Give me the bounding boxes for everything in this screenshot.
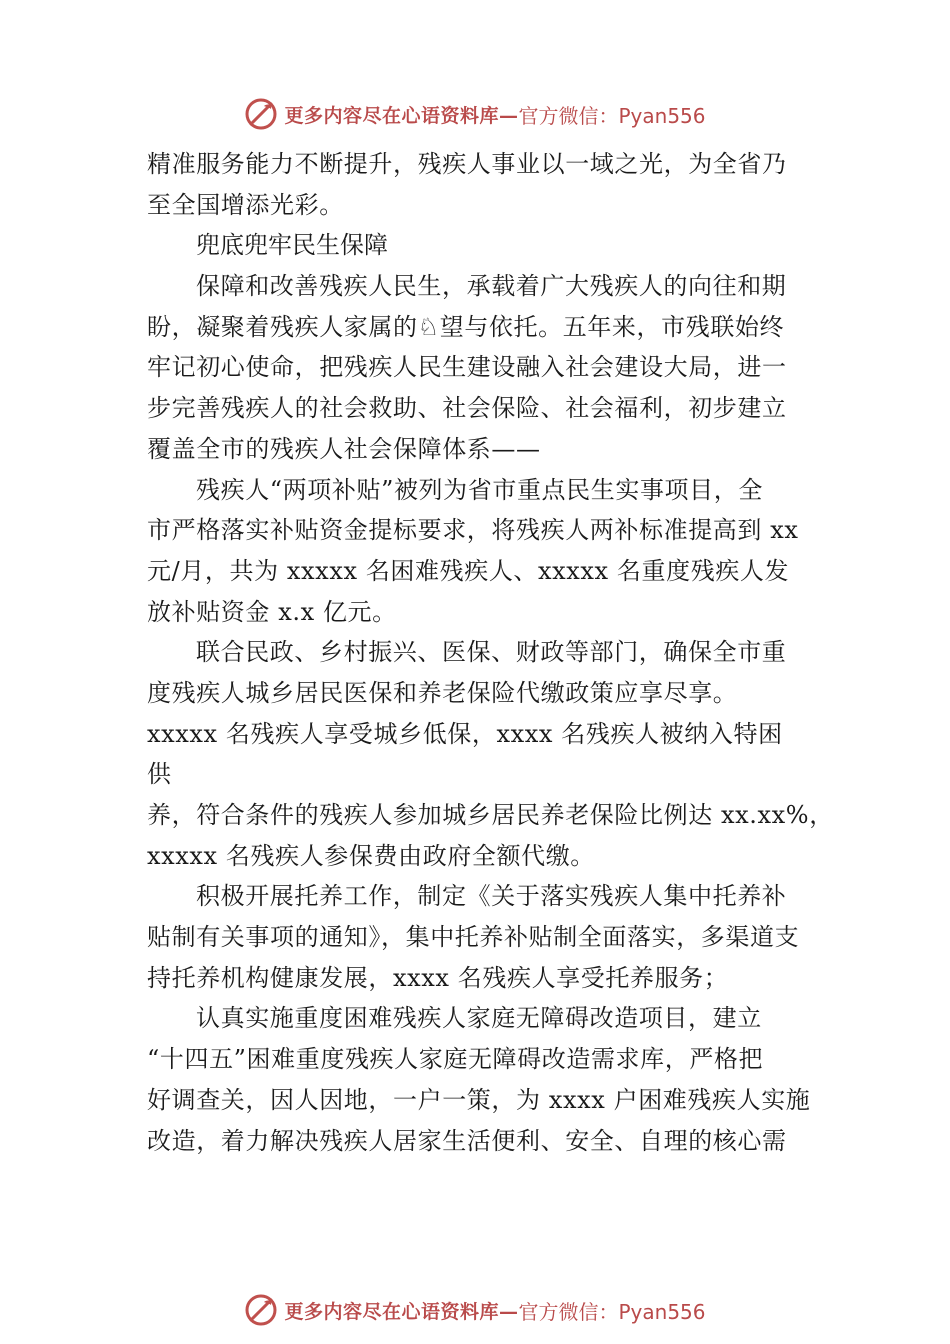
section-heading: [147, 225, 807, 266]
text-line: 保障和改善残疾人民生，承载着广大残疾人的向往和期: [196, 272, 787, 301]
text-line: 精准服务能力不断提升，残疾人事业以一域之光，为全省乃: [147, 150, 787, 178]
paragraph: [147, 470, 807, 633]
text-line: 度残疾人城乡居民医保和养老保险代缴政策应享尽享。: [147, 678, 738, 707]
document-body: [147, 144, 834, 1161]
text-line: 持托养机构健康发展，xxxx 名残疾人享受托养服务；: [147, 963, 729, 992]
paragraph: [147, 632, 834, 876]
text-line: 贴制有关事项的通知》，集中托养补贴制全面落实，多渠道支: [147, 923, 800, 952]
text-line: 残疾人“两项补贴”被列为省市重点民生实事项目，全: [196, 475, 763, 504]
footer-banner: [0, 1290, 950, 1330]
banner-main-text: 更多内容尽在心语资料库—: [284, 104, 519, 127]
text-line: 兜底兜牢民生保障: [196, 231, 388, 260]
header-banner: [0, 94, 950, 134]
text-line: 盼，凝聚着残疾人家属的♘望与依托。五年来，市残联始终: [147, 312, 785, 341]
brush-logo-icon: [244, 97, 278, 131]
text-line: “十四五”困难重度残疾人家庭无障碍改造需求库，严格把: [147, 1045, 764, 1074]
text-line: 养，符合条件的残疾人参加城乡居民养老保险比例达 xx.xx%，: [147, 801, 834, 829]
text-line: 市严格落实补贴资金提标要求，将残疾人两补标准提高到 xx: [147, 516, 799, 545]
brush-logo-icon: [244, 1293, 278, 1327]
text-line: 联合民政、乡村振兴、医保、财政等部门，确保全市重: [196, 638, 787, 667]
paragraph: [147, 266, 807, 469]
text-line: xxxxx 名残疾人参保费由政府全额代缴。: [147, 841, 595, 870]
paragraph: [147, 876, 807, 998]
paragraph: [147, 998, 811, 1161]
text-line: 积极开展托养工作，制定《关于落实残疾人集中托养补: [196, 882, 787, 911]
text-line: 覆盖全市的残疾人社会保障体系——: [147, 434, 541, 463]
text-line: 步完善残疾人的社会救助、社会保险、社会福利，初步建立: [147, 394, 787, 423]
paragraph: [147, 144, 807, 225]
text-line: 元/月，共为 xxxxx 名困难残疾人、xxxxx 名重度残疾人发: [147, 556, 790, 585]
text-line: 牢记初心使命，把残疾人民生建设融入社会建设大局，进一: [147, 353, 787, 382]
text-line: 改造，着力解决残疾人居家生活便利、安全、自理的核心需: [147, 1126, 787, 1155]
banner-wechat-text: 官方微信：Pyan556: [518, 1299, 706, 1324]
banner-main-text: 更多内容尽在心语资料库—: [284, 1300, 519, 1323]
banner-wechat-text: 官方微信：Pyan556: [518, 103, 706, 128]
text-line: 放补贴资金 x.x 亿元。: [147, 597, 397, 626]
text-line: xxxxx 名残疾人享受城乡低保，xxxx 名残疾人被纳入特困: [147, 719, 783, 748]
text-line: 供: [147, 760, 172, 789]
text-line: 好调查关，因人因地，一户一策，为 xxxx 户困难残疾人实施: [147, 1085, 811, 1114]
text-line: 至全国增添光彩。: [147, 190, 344, 219]
text-line: 认真实施重度困难残疾人家庭无障碍改造项目，建立: [196, 1004, 762, 1033]
